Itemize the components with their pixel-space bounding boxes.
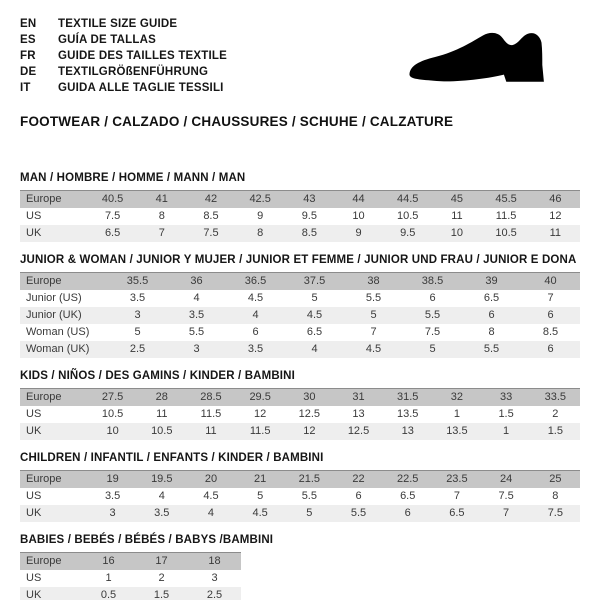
row-label: US (26, 408, 42, 420)
size-value: 17 (135, 553, 188, 571)
size-value: 3.5 (104, 490, 121, 502)
size-value: 12.5 (334, 423, 383, 440)
row-label: UK (20, 587, 82, 600)
size-value: 6 (252, 326, 259, 338)
size-value: 9.5 (383, 225, 432, 242)
size-value: 38.5 (403, 273, 462, 291)
size-value: 7 (453, 490, 460, 502)
size-value: 10.5 (137, 423, 186, 440)
size-row (20, 406, 580, 423)
size-value: 1 (482, 423, 531, 440)
size-value: 6.5 (432, 505, 481, 522)
table-title: KIDS / NIÑOS / DES GAMINS / KINDER / BAMBINI (20, 370, 295, 382)
size-value: 6 (429, 292, 436, 304)
dress-shoe-icon (393, 25, 570, 97)
row-label: UK (20, 505, 88, 522)
row-label: Europe (20, 389, 88, 407)
size-value: 20 (186, 471, 235, 489)
size-value: 10.5 (482, 225, 531, 242)
size-value: 5 (257, 490, 264, 502)
size-value: 23.5 (432, 471, 481, 489)
size-value: 11 (156, 408, 168, 420)
size-table-section (20, 534, 580, 600)
size-value: 6.5 (88, 225, 137, 242)
size-table (20, 190, 580, 242)
size-value: 5.5 (301, 490, 317, 502)
table-title: CHILDREN / INFANTIL / ENFANTS / KINDER / BAMBINI (20, 452, 324, 464)
size-value: 44 (334, 191, 383, 209)
size-value: 21.5 (285, 471, 334, 489)
row-label: US (26, 490, 42, 502)
size-value: 8 (236, 225, 285, 242)
size-row (20, 587, 241, 600)
size-table-section (20, 370, 580, 440)
row-label: Europe (20, 273, 108, 291)
size-tables (20, 172, 580, 600)
size-row (20, 389, 580, 407)
size-table-section (20, 254, 580, 358)
size-value: 8.5 (203, 210, 219, 222)
size-value: 7 (482, 505, 531, 522)
size-value: 28 (137, 389, 186, 407)
size-row (20, 191, 580, 209)
size-value: 4 (186, 505, 235, 522)
size-value: 43 (285, 191, 334, 209)
size-table (20, 470, 580, 522)
size-value: 4 (285, 341, 344, 358)
size-value: 0.5 (82, 587, 135, 600)
size-row (20, 570, 241, 587)
size-value: 4 (226, 307, 285, 324)
row-label: Junior (US) (26, 292, 82, 304)
size-value: 25 (531, 471, 580, 489)
size-value: 7.5 (186, 225, 235, 242)
language-code: DE (20, 66, 37, 78)
size-value: 2.5 (108, 341, 167, 358)
size-value: 5 (403, 341, 462, 358)
size-value: 4 (193, 292, 200, 304)
row-label: Europe (20, 471, 88, 489)
size-row (20, 488, 580, 505)
size-value: 24 (482, 471, 531, 489)
size-value: 1.5 (531, 423, 580, 440)
size-value: 45 (432, 191, 481, 209)
size-value: 3.5 (129, 292, 146, 304)
size-value: 36.5 (226, 273, 285, 291)
size-value: 39 (462, 273, 521, 291)
size-value: 30 (285, 389, 334, 407)
size-value: 28.5 (186, 389, 235, 407)
size-value: 6 (383, 505, 432, 522)
size-value: 1 (453, 408, 460, 420)
language-label: TEXTILE SIZE GUIDE (58, 18, 178, 30)
size-value: 3 (88, 505, 137, 522)
table-title: JUNIOR & WOMAN / JUNIOR Y MUJER / JUNIOR ET FEMME / JUNIOR UND FRAU / JUNIOR E DONA (20, 254, 577, 266)
size-value: 7 (370, 326, 377, 338)
row-label: UK (20, 225, 88, 242)
size-value: 42.5 (236, 191, 285, 209)
language-label: GUIDA ALLE TAGLIE TESSILI (58, 82, 224, 94)
size-value: 7.5 (424, 326, 441, 338)
size-value: 31.5 (383, 389, 432, 407)
size-value: 3.5 (226, 341, 285, 358)
size-value: 2 (552, 408, 559, 420)
size-value: 12 (254, 408, 267, 420)
size-value: 13.5 (432, 423, 481, 440)
size-value: 2.5 (188, 587, 241, 600)
language-label: GUIDE DES TAILLES TEXTILE (58, 50, 227, 62)
size-value: 37.5 (285, 273, 344, 291)
size-value: 16 (82, 553, 135, 571)
size-value: 11.5 (495, 210, 517, 222)
size-value: 5 (344, 307, 403, 324)
size-value: 6 (462, 307, 521, 324)
size-value: 8 (488, 326, 495, 338)
language-code: FR (20, 50, 36, 62)
size-value: 27.5 (88, 389, 137, 407)
size-value: 5.5 (365, 292, 382, 304)
size-value: 45.5 (482, 191, 531, 209)
row-label: Woman (US) (26, 326, 90, 338)
size-value: 6.5 (483, 292, 500, 304)
size-value: 4.5 (247, 292, 264, 304)
size-row (20, 471, 580, 489)
size-value: 12 (285, 423, 334, 440)
size-value: 6 (521, 341, 580, 358)
size-value: 11 (451, 210, 463, 222)
size-value: 3 (167, 341, 226, 358)
row-label: Woman (UK) (20, 341, 108, 358)
table-title: BABIES / BEBÉS / BÉBÉS / BABYS /BAMBINI (20, 534, 274, 546)
size-row (20, 505, 580, 522)
size-value: 40.5 (88, 191, 137, 209)
row-label: Europe (20, 553, 82, 571)
size-value: 7.5 (531, 505, 580, 522)
row-label: UK (20, 423, 88, 440)
language-code: EN (20, 18, 37, 30)
size-row (20, 423, 580, 440)
size-value: 8 (552, 490, 559, 502)
table-title: MAN / HOMBRE / HOMME / MANN / MAN (20, 172, 246, 184)
size-value: 7 (547, 292, 554, 304)
size-value: 40 (521, 273, 580, 291)
category-title: FOOTWEAR / CALZADO / CHAUSSURES / SCHUHE / CALZATURE (20, 114, 454, 129)
row-label: US (26, 572, 42, 584)
size-value: 4.5 (285, 307, 344, 324)
size-row (20, 341, 580, 358)
size-value: 8.5 (285, 225, 334, 242)
language-code: IT (20, 82, 31, 94)
size-value: 11 (186, 423, 235, 440)
size-value: 11.5 (200, 408, 222, 420)
language-label: TEXTILGRÖßENFÜHRUNG (58, 66, 209, 78)
size-value: 5 (134, 326, 141, 338)
size-value: 36 (167, 273, 226, 291)
size-value: 4 (158, 490, 165, 502)
size-value: 38 (344, 273, 403, 291)
size-value: 46 (531, 191, 580, 209)
size-value: 7.5 (498, 490, 514, 502)
header (20, 16, 580, 96)
size-value: 11.5 (236, 423, 285, 440)
size-value: 7 (137, 225, 186, 242)
size-value: 41 (137, 191, 186, 209)
size-value: 5.5 (334, 505, 383, 522)
size-value: 9 (334, 225, 383, 242)
row-label: Europe (20, 191, 88, 209)
size-table-section (20, 452, 580, 522)
size-value: 1 (105, 572, 112, 584)
size-value: 12.5 (298, 408, 321, 420)
size-value: 5.5 (462, 341, 521, 358)
size-value: 2 (158, 572, 165, 584)
size-value: 13.5 (397, 408, 419, 420)
size-row (20, 273, 580, 291)
size-row (20, 553, 241, 571)
size-row (20, 324, 580, 341)
size-value: 8 (158, 210, 165, 222)
size-value: 5.5 (403, 307, 462, 324)
size-value: 33.5 (531, 389, 580, 407)
size-value: 35.5 (108, 273, 167, 291)
size-value: 1.5 (498, 408, 514, 420)
size-value: 11 (531, 225, 580, 242)
size-table-section (20, 172, 580, 242)
size-value: 10.5 (397, 210, 419, 222)
size-value: 4.5 (203, 490, 219, 502)
size-value: 3 (108, 307, 167, 324)
size-row (20, 307, 580, 324)
size-value: 4.5 (236, 505, 285, 522)
size-value: 8.5 (542, 326, 559, 338)
size-table (20, 272, 580, 358)
size-value: 33 (482, 389, 531, 407)
size-value: 3 (211, 572, 218, 584)
size-value: 44.5 (383, 191, 432, 209)
size-value: 1.5 (135, 587, 188, 600)
language-label: GUÍA DE TALLAS (58, 34, 156, 46)
size-row (20, 225, 580, 242)
size-row (20, 208, 580, 225)
size-value: 42 (186, 191, 235, 209)
size-value: 19.5 (137, 471, 186, 489)
size-value: 5 (311, 292, 318, 304)
size-table (20, 552, 241, 600)
size-value: 31 (334, 389, 383, 407)
size-value: 10 (432, 225, 481, 242)
size-value: 13 (352, 408, 365, 420)
size-value: 10 (88, 423, 137, 440)
size-value: 6 (355, 490, 362, 502)
size-row (20, 290, 580, 307)
size-table (20, 388, 580, 440)
size-value: 6.5 (306, 326, 323, 338)
size-value: 22.5 (383, 471, 432, 489)
size-value: 19 (88, 471, 137, 489)
size-value: 12 (549, 210, 562, 222)
size-value: 22 (334, 471, 383, 489)
size-value: 5 (285, 505, 334, 522)
size-value: 10 (352, 210, 365, 222)
size-value: 29.5 (236, 389, 285, 407)
size-value: 3.5 (167, 307, 226, 324)
size-value: 3.5 (137, 505, 186, 522)
size-value: 32 (432, 389, 481, 407)
language-code: ES (20, 34, 36, 46)
row-label: Junior (UK) (20, 307, 108, 324)
size-value: 13 (383, 423, 432, 440)
size-value: 6 (521, 307, 580, 324)
row-label: US (26, 210, 42, 222)
size-value: 7.5 (104, 210, 121, 222)
size-value: 6.5 (400, 490, 416, 502)
size-value: 18 (188, 553, 241, 571)
size-value: 10.5 (101, 408, 124, 420)
size-value: 21 (236, 471, 285, 489)
size-value: 5.5 (188, 326, 205, 338)
size-value: 4.5 (344, 341, 403, 358)
size-value: 9.5 (301, 210, 317, 222)
size-value: 9 (257, 210, 264, 222)
